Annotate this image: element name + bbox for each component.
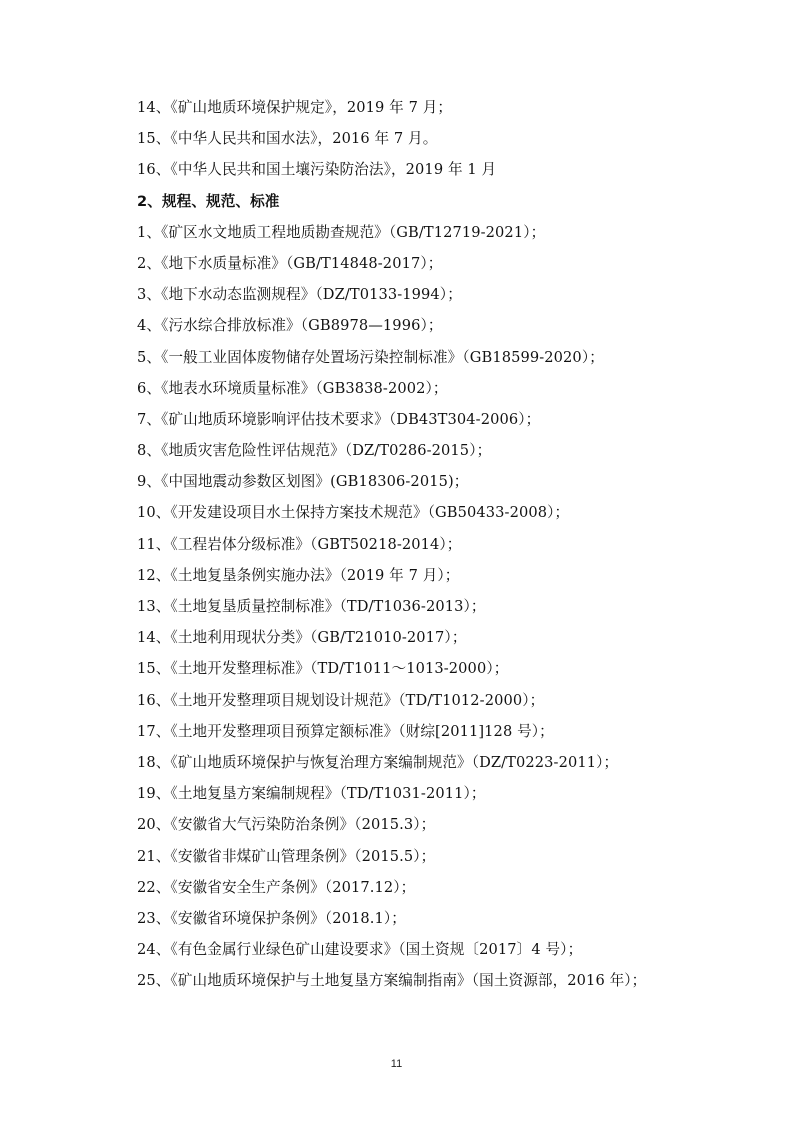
standard-item-13: 13、《土地复垦质量控制标准》（TD/T1036-2013）； bbox=[137, 598, 486, 615]
standard-item-9: 9、《中国地震动参数区划图》(GB18306-2015)； bbox=[137, 473, 469, 491]
standard-item-16: 16、《土地开发整理项目规划设计规范》（TD/T1012-2000）； bbox=[137, 691, 545, 709]
standard-item-17: 17、《土地开发整理项目预算定额标准》（财综[2011]128 号）； bbox=[137, 722, 554, 740]
law-item-14: 14、《矿山地质环境保护规定》，2019 年 7 月； bbox=[137, 99, 453, 116]
law-item-16: 16、《中华人民共和国土壤污染防治法》，2019 年 1 月 bbox=[137, 161, 497, 179]
standard-item-22: 22、《安徽省安全生产条例》（2017.12）； bbox=[137, 878, 416, 896]
standard-item-1: 1、《矿区水文地质工程地质勘查规范》（GB/T12719-2021）； bbox=[137, 223, 546, 241]
standard-item-6: 6、《地表水环境质量标准》（GB3838-2002）； bbox=[137, 379, 448, 397]
standard-item-12: 12、《土地复垦条例实施办法》（2019 年 7 月）； bbox=[137, 566, 460, 584]
page-content bbox=[137, 92, 757, 996]
standard-item-23: 23、《安徽省环境保护条例》（2018.1）； bbox=[137, 909, 406, 927]
standard-item-4: 4、《污水综合排放标准》（GB8978—1996）； bbox=[137, 317, 443, 335]
standard-item-11: 11、《工程岩体分级标准》（GBT50218-2014）； bbox=[137, 535, 462, 553]
standard-item-14: 14、《土地利用现状分类》（GB/T21010-2017）； bbox=[137, 629, 467, 647]
standard-item-3: 3、《地下水动态监测规程》（DZ/T0133-1994）； bbox=[137, 286, 462, 304]
standard-item-24: 24、《有色金属行业绿色矿山建设要求》（国土资规〔2017〕4 号）； bbox=[137, 941, 583, 959]
standard-item-19: 19、《土地复垦方案编制规程》（TD/T1031-2011）； bbox=[137, 785, 486, 803]
standard-item-15: 15、《土地开发整理标准》（TD/T1011～1013-2000）； bbox=[137, 660, 509, 678]
standard-item-5: 5、《一般工业固体废物储存处置场污染控制标准》（GB18599-2020）； bbox=[137, 348, 604, 366]
standard-item-20: 20、《安徽省大气污染防治条例》（2015.3）； bbox=[137, 816, 436, 834]
standard-item-21: 21、《安徽省非煤矿山管理条例》（2015.5）； bbox=[137, 847, 436, 865]
section-heading-standards: 2、规程、规范、标准 bbox=[137, 192, 280, 210]
standard-item-8: 8、《地质灾害危险性评估规范》（DZ/T0286-2015）； bbox=[137, 442, 492, 460]
standard-item-10: 10、《开发建设项目水土保持方案技术规范》（GB50433-2008）； bbox=[137, 504, 570, 522]
standard-item-7: 7、《矿山地质环境影响评估技术要求》（DB43T304-2006）； bbox=[137, 410, 541, 428]
law-item-15: 15、《中华人民共和国水法》，2016 年 7 月。 bbox=[137, 130, 438, 148]
standard-item-18: 18、《矿山地质环境保护与恢复治理方案编制规范》（DZ/T0223-2011）； bbox=[137, 753, 619, 771]
standard-item-2: 2、《地下水质量标准》（GB/T14848-2017）； bbox=[137, 254, 443, 272]
page-number: 11 bbox=[390, 1058, 403, 1070]
standard-item-25: 25、《矿山地质环境保护与土地复垦方案编制指南》（国土资源部，2016 年）； bbox=[137, 972, 647, 990]
